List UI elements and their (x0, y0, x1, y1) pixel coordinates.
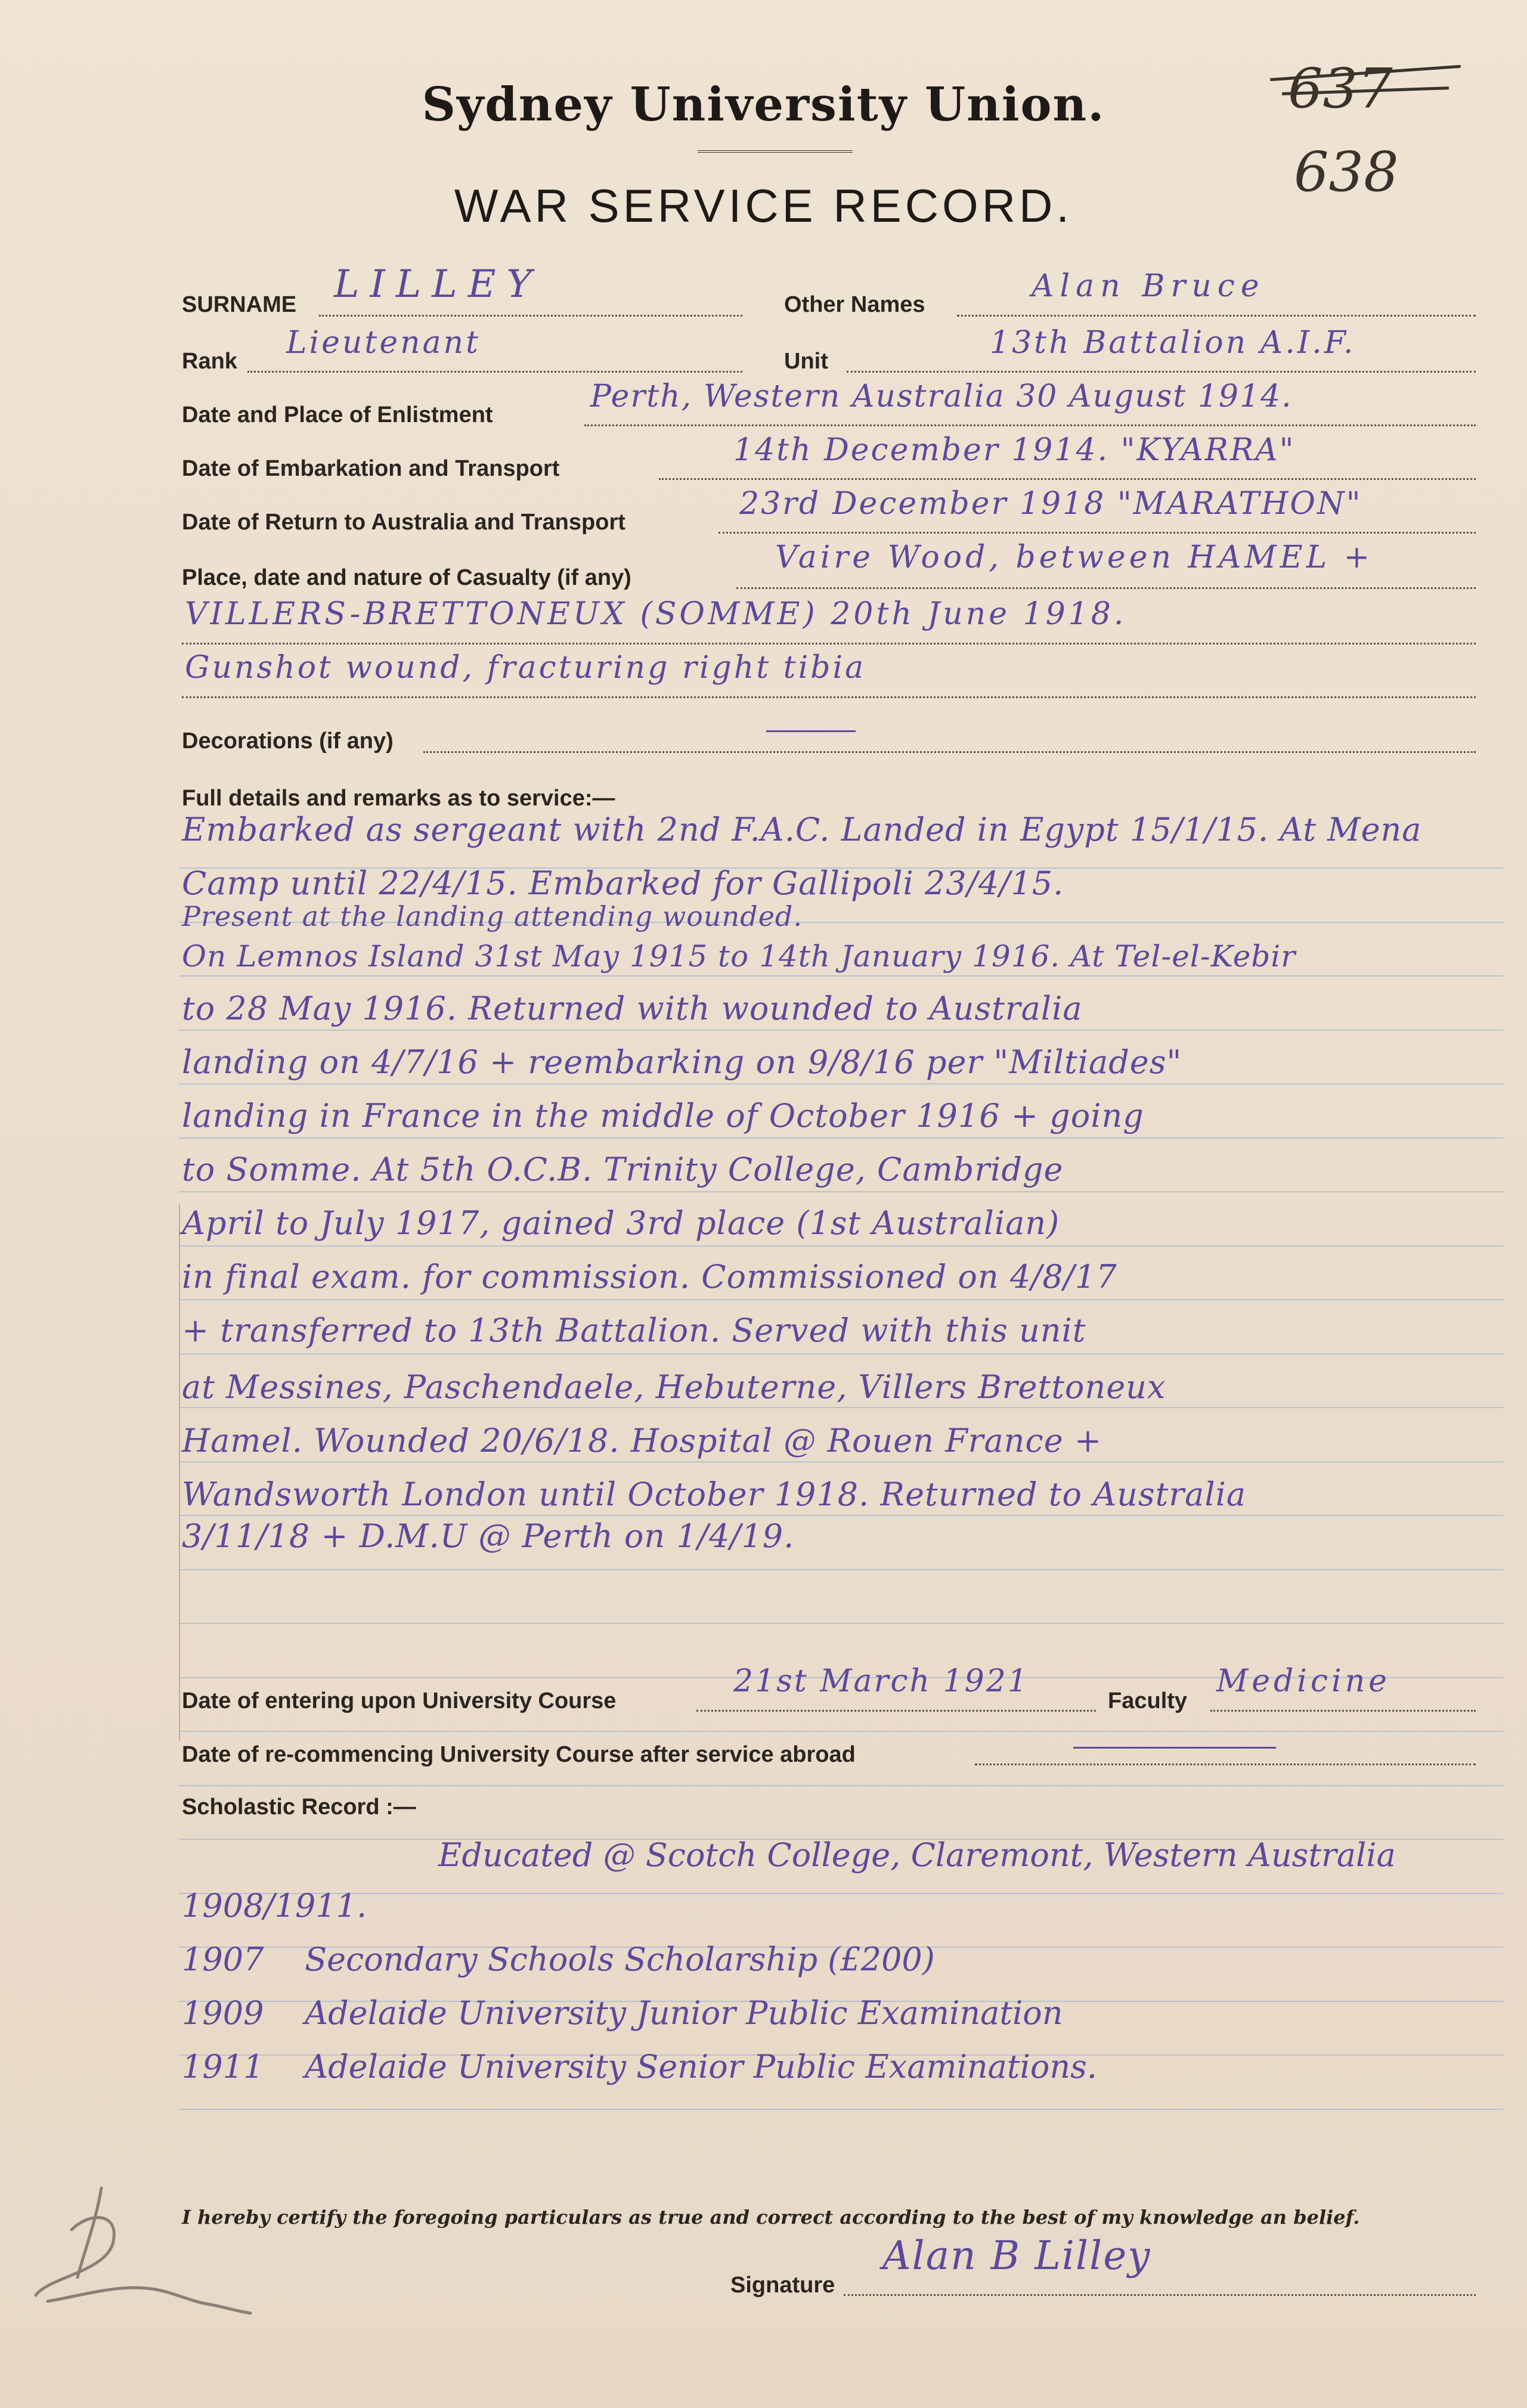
scholastic-line: 1908/1911. (182, 1887, 367, 1924)
dotted-line (247, 371, 742, 373)
remarks-line: On Lemnos Island 31st May 1915 to 14th January 1916. At Tel-el-Kebir (182, 939, 1296, 974)
enlistment-label: Date and Place of Enlistment (182, 402, 493, 427)
casualty-line-3: Gunshot wound, fracturing right tibia (185, 650, 866, 686)
ruled-line (179, 1030, 1503, 1031)
dotted-line (696, 1710, 1096, 1712)
unit-value: 13th Battalion A.I.F. (990, 325, 1356, 361)
margin-line (179, 1204, 180, 1741)
faculty-value: Medicine (1216, 1663, 1390, 1699)
remarks-line: 3/11/18 + D.M.U @ Perth on 1/4/19. (182, 1517, 795, 1555)
enlistment-value: Perth, Western Australia 30 August 1914. (590, 379, 1293, 414)
dotted-line (182, 643, 1476, 644)
header-divider (698, 150, 853, 153)
recommencing-label: Date of re-commencing University Course after service abroad (182, 1742, 856, 1767)
decorations-label: Decorations (if any) (182, 729, 394, 754)
ruled-line (179, 1353, 1503, 1355)
certification-text: I hereby certify the foregoing particulars as true and correct according to the best of my knowledge an belief. (182, 2206, 1360, 2229)
remarks-line: landing in France in the middle of October 1916 + going (182, 1097, 1144, 1135)
dotted-line (736, 587, 1476, 589)
scholastic-line: 1911 Adelaide University Senior Public Examinations. (182, 2048, 1097, 2085)
remarks-line: April to July 1917, gained 3rd place (1st Australian) (182, 1204, 1060, 1242)
casualty-label: Place, date and nature of Casualty (if any) (182, 565, 631, 590)
scholastic-line: 1907 Secondary Schools Scholarship (£200) (182, 1941, 935, 1978)
remarks-line: in final exam. for commission. Commissioned on 4/8/17 (182, 1258, 1117, 1296)
dotted-line (423, 751, 1476, 753)
remarks-line: to 28 May 1916. Returned with wounded to Australia (182, 990, 1083, 1027)
ruled-line (179, 1138, 1503, 1139)
remarks-line: + transferred to 13th Battalion. Served with this unit (182, 1312, 1086, 1349)
reference-number: 638 (1294, 140, 1399, 204)
embarkation-value: 14th December 1914. "KYARRA" (733, 432, 1296, 468)
page-title: WAR SERVICE RECORD. (454, 179, 1073, 232)
rank-label: Rank (182, 349, 237, 374)
remarks-line: Camp until 22/4/15. Embarked for Gallipoli 23/4/15. (182, 864, 1064, 902)
signature-value: Alan B Lilley (882, 2233, 1151, 2279)
ruled-line (179, 1083, 1503, 1084)
remarks-line: to Somme. At 5th O.C.B. Trinity College, Cambridge (182, 1151, 1064, 1188)
ruled-line (179, 1623, 1503, 1624)
return-value: 23rd December 1918 "MARATHON" (739, 486, 1362, 522)
dotted-line (319, 315, 742, 317)
signature-label: Signature (730, 2273, 835, 2298)
faculty-label: Faculty (1108, 1688, 1188, 1713)
scholastic-label: Scholastic Record :— (182, 1795, 416, 1820)
ruled-line (179, 1407, 1503, 1408)
remarks-label: Full details and remarks as to service:— (182, 786, 615, 811)
entering-label: Date of entering upon University Course (182, 1688, 617, 1713)
ruled-line (179, 1299, 1503, 1300)
remarks-line: Hamel. Wounded 20/6/18. Hospital @ Rouen France + (182, 1422, 1102, 1459)
remarks-line: Present at the landing attending wounded. (182, 900, 803, 932)
ruled-line (179, 975, 1503, 977)
dotted-line (957, 315, 1476, 317)
dotted-line (659, 478, 1476, 480)
scholastic-line: 1909 Adelaide University Junior Public Examination (182, 1994, 1063, 2032)
dotted-line (847, 371, 1476, 373)
embarkation-label: Date of Embarkation and Transport (182, 456, 560, 481)
ruled-line (179, 1731, 1503, 1732)
entering-value: 21st March 1921 (733, 1663, 1029, 1699)
return-label: Date of Return to Australia and Transport (182, 510, 625, 535)
ruled-line (179, 1515, 1503, 1516)
organisation-name: Sydney University Union. (422, 78, 1105, 132)
dotted-line (584, 424, 1476, 426)
other-names-label: Other Names (784, 292, 925, 317)
remarks-line: Embarked as sergeant with 2nd F.A.C. Landed in Egypt 15/1/15. At Mena (182, 811, 1422, 848)
dotted-line (975, 1764, 1476, 1765)
surname-label: SURNAME (182, 292, 297, 317)
ruled-line (179, 1245, 1503, 1247)
ruled-line (179, 2109, 1503, 2110)
remarks-line: Wandsworth London until October 1918. Returned to Australia (182, 1476, 1247, 1513)
casualty-line-1: Vaire Wood, between HAMEL + (775, 540, 1374, 575)
scholastic-line: Educated @ Scotch College, Claremont, Western Australia (438, 1836, 1396, 1874)
ruled-line (179, 1461, 1503, 1462)
remarks-line: at Messines, Paschendaele, Hebuterne, Villers Brettoneux (182, 1368, 1166, 1406)
remarks-line: landing on 4/7/16 + reembarking on 9/8/16 per "Miltiades" (182, 1043, 1182, 1081)
ruled-line (179, 1893, 1503, 1894)
casualty-line-2: VILLERS-BRETTONEUX (SOMME) 20th June 1918. (185, 596, 1127, 632)
reference-number-struck: 637 (1288, 57, 1393, 120)
ruled-line (179, 1569, 1503, 1570)
surname-value: LILLEY (334, 262, 543, 306)
handwritten-underline (766, 730, 856, 732)
ruled-line (179, 1191, 1503, 1192)
handwritten-dash (1073, 1747, 1276, 1749)
unit-label: Unit (784, 349, 828, 374)
dotted-line (844, 2294, 1476, 2296)
rank-value: Lieutenant (286, 325, 481, 361)
ruled-line (179, 1785, 1503, 1786)
dotted-line (718, 532, 1476, 534)
pencil-mark (12, 2176, 268, 2343)
dotted-line (1210, 1710, 1476, 1712)
other-names-value: Alan Bruce (1032, 268, 1265, 304)
dotted-line (182, 696, 1476, 698)
